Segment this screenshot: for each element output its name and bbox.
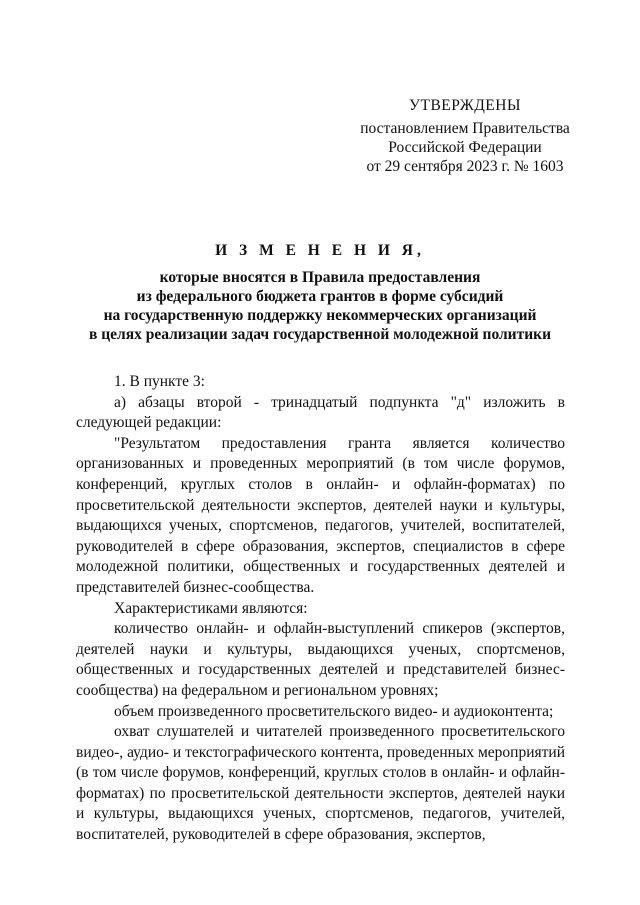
approval-block [330,96,600,176]
document-body [76,372,565,846]
approval-date: от 29 сентября 2023 г. № 1603 [366,158,564,175]
paragraph: объем произведенного просветительского видео- и аудиоконтента; [114,702,554,720]
paragraph: Характеристиками являются: [114,599,308,617]
approval-line: постановлением Правительства [360,120,570,137]
subtitle-line: которые вносятся в Правила предоставления [159,269,481,286]
subtitle-line: в целях реализации задач государственной молодежной политики [88,326,552,343]
paragraph: "Результатом предоставления гранта является количество организованных и проведенных мероприятий (в том числе форумов, конференций, круглых столов в онлайн- и офлайн-форматах) по просветительской деятельности экспертов, деятелей науки и культуры, выдающихся ученых, спортсменов, педагогов, учителей, воспитателей, руководителей в сфере образования, экспертов, специалистов в сфере молодежной политики, общественных и государственных деятелей и представителей бизнес-сообщества. [76,434,565,596]
paragraph: 1. В пункте 3: [114,373,205,390]
approval-heading: УТВЕРЖДЕНЫ [409,97,521,114]
paragraph: охват слушателей и читателей произведенного просветительского видео-, аудио- и текстографического контента, проведенных мероприятий (в том числе форумов, конференций, круглых столов в онлайн- и офлайн-форматах) по просветительской деятельности экспертов, деятелей науки и культуры, выдающихся ученых, спортсменов, педагогов, учителей, воспитателей, руководителей в сфере образования, экспертов, [76,723,565,844]
paragraph: количество онлайн- и офлайн-выступлений спикеров (экспертов, деятелей науки и культуры, выдающихся ученых, спортсменов, общественных и государственных деятелей и представителей бизнес-сообщества) на федеральном и региональном уровнях; [76,620,565,699]
subtitle-line: на государственную поддержку некоммерческих организаций [103,307,537,324]
document-title: И З М Е Н Е Н И Я, [215,242,425,259]
subtitle-line: из федерального бюджета грантов в форме субсидий [136,288,504,305]
approval-line: Российской Федерации [388,139,542,156]
paragraph: а) абзацы второй - тринадцатый подпункта "д" изложить в следующей редакции: [76,393,565,432]
document-subtitle [40,268,600,344]
